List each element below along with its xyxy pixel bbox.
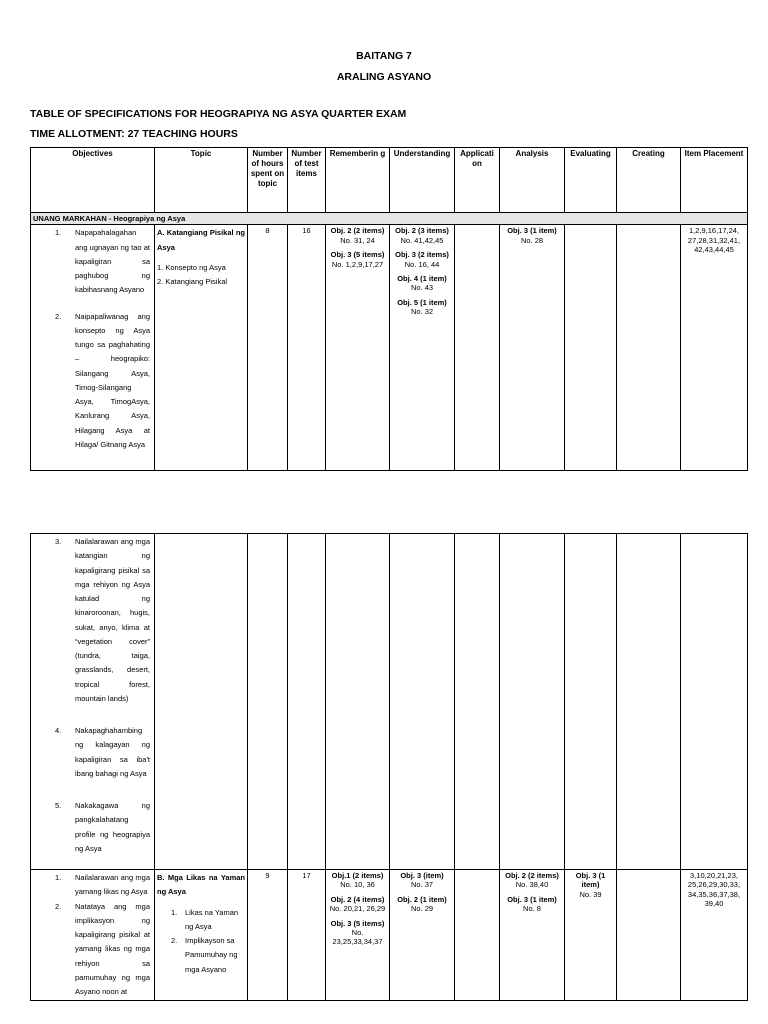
tos-table-part2 <box>30 533 748 1001</box>
items-cell: 16 <box>288 225 326 471</box>
objectives-cell <box>31 534 155 870</box>
applying-cell <box>455 225 500 471</box>
topic-sub: 1. Konsepto ng Asya <box>157 262 226 272</box>
section-row <box>31 213 748 225</box>
evaluating-cell <box>565 534 617 870</box>
objective-item: 5. Nakakagawa ng pangkalahatang profile ng heograpiya ng Asya <box>55 801 150 853</box>
analysis-cell: Obj. 3 (1 item) No. 28 <box>500 225 565 471</box>
evaluating-cell <box>565 225 617 471</box>
creating-cell <box>617 870 681 1001</box>
col-remembering: Rememberin g <box>326 148 390 213</box>
col-topic: Topic <box>155 148 248 213</box>
analysis-cell <box>500 534 565 870</box>
analysis-cell: Obj. 2 (2 items) No. 38,40 Obj. 3 (1 item) No. 8 <box>500 870 565 1001</box>
understanding-cell: Obj. 3 (item) No. 37 Obj. 2 (1 item) No. 29 <box>390 870 455 1001</box>
col-analysis: Analysis <box>500 148 565 213</box>
objective-item: 4. Nakapaghahambing ng kalagayan ng kapaligiran sa iba't ibang bahagi ng Asya <box>55 726 150 778</box>
col-hours: Number of hours spent on topic <box>248 148 288 213</box>
hours-cell <box>248 534 288 870</box>
section-label: UNANG MARKAHAN - Heograpiya ng Asya <box>31 213 748 225</box>
table-row <box>31 534 748 870</box>
subject-heading: ARALING ASYANO <box>336 71 432 83</box>
remembering-cell: Obj. 2 (2 items) No. 31, 24 Obj. 3 (5 items) No. 1,2,9,17,27 <box>326 225 390 471</box>
objective-item: 1. Napapahalagahan ang ugnayan ng tao at kapaligiran sa paghubog ng kabihasnang Asyano <box>55 228 150 295</box>
hours-cell: 9 <box>248 870 288 1001</box>
col-placement: Item Placement <box>681 148 748 213</box>
hours-cell: 8 <box>248 225 288 471</box>
time-allotment: TIME ALLOTMENT: 27 TEACHING HOURS <box>30 128 238 140</box>
items-cell <box>288 534 326 870</box>
items-cell: 17 <box>288 870 326 1001</box>
col-applying: Applicati on <box>455 148 500 213</box>
topic-sub: 2. Implikayson sa Pamumuhay ng mga Asyano <box>171 936 238 974</box>
creating-cell <box>617 534 681 870</box>
topic-cell <box>155 225 248 471</box>
col-objectives: Objectives <box>31 148 155 213</box>
applying-cell <box>455 870 500 1001</box>
placement-cell: 1,2,9,16,17,24, 27,28,31,32,41, 42,43,44,45 <box>681 225 748 471</box>
topic-cell <box>155 534 248 870</box>
remembering-cell <box>326 534 390 870</box>
understanding-cell <box>390 534 455 870</box>
col-understanding: Understanding <box>390 148 455 213</box>
objectives-cell <box>31 870 155 1001</box>
topic-title: A. Katangiang Pisikal ng Asya <box>157 228 245 252</box>
applying-cell <box>455 534 500 870</box>
evaluating-cell: Obj. 3 (1 item) No. 39 <box>565 870 617 1001</box>
header-row <box>31 148 748 213</box>
col-evaluating: Evaluating <box>565 148 617 213</box>
understanding-cell: Obj. 2 (3 items) No. 41,42,45 Obj. 3 (2 items) No. 16, 44 Obj. 4 (1 item) No. 43 Obj. 5 (1 item) No. 32 <box>390 225 455 471</box>
topic-title: B. Mga Likas na Yaman ng Asya <box>157 873 245 897</box>
topic-sub: 1. Likas na Yaman ng Asya <box>171 907 239 931</box>
table-row <box>31 870 748 1001</box>
objective-item: 3. Nailalarawan ang mga katangian ng kapaligirang pisikal sa mga rehiyon ng Asya katulad ng kinaroroonan, hugis, sukat, anyo, klima at “vegetation cover” (tundra, taiga, grasslands, desert, tropical forest, mountain lands) <box>55 537 150 703</box>
col-items: Number of test items <box>288 148 326 213</box>
creating-cell <box>617 225 681 471</box>
grade-heading: BAITANG 7 <box>356 50 412 62</box>
topic-sub: 2. Katangiang Pisikal <box>157 277 228 287</box>
remembering-cell: Obj.1 (2 items) No. 10, 36 Obj. 2 (4 items) No. 20,21, 26,29 Obj. 3 (5 items) No. 23,25,33,34,37 <box>326 870 390 1001</box>
col-creating: Creating <box>617 148 681 213</box>
placement-cell <box>681 534 748 870</box>
topic-cell <box>155 870 248 1001</box>
objective-item: 1. Nailalarawan ang mga yamang likas ng Asya <box>55 873 150 897</box>
objective-item: 2. Naipapaliwanag ang konsepto ng Asya tungo sa paghahating – heograpiko: Silangang Asya, Timog-Silangang Asya, TimogAsya, Kanlurang Asya, Hilagang Asya at Hilaga/ Gitnang Asya <box>55 311 150 449</box>
objective-item: 2. Natataya ang mga implikasyon ng kapaligirang pisikal at yamang likas ng mga rehiyon sa pamumuhay ng mga Asyano noon at <box>55 901 150 996</box>
objectives-cell <box>31 225 155 471</box>
tos-table-part1 <box>30 147 748 471</box>
placement-cell: 3,10,20,21,23, 25,26,29,30,33, 34,35,36,37,38, 39,40 <box>681 870 748 1001</box>
document-title: TABLE OF SPECIFICATIONS FOR HEOGRAPIYA NG ASYA QUARTER EXAM <box>30 108 407 120</box>
table-row <box>31 225 748 471</box>
